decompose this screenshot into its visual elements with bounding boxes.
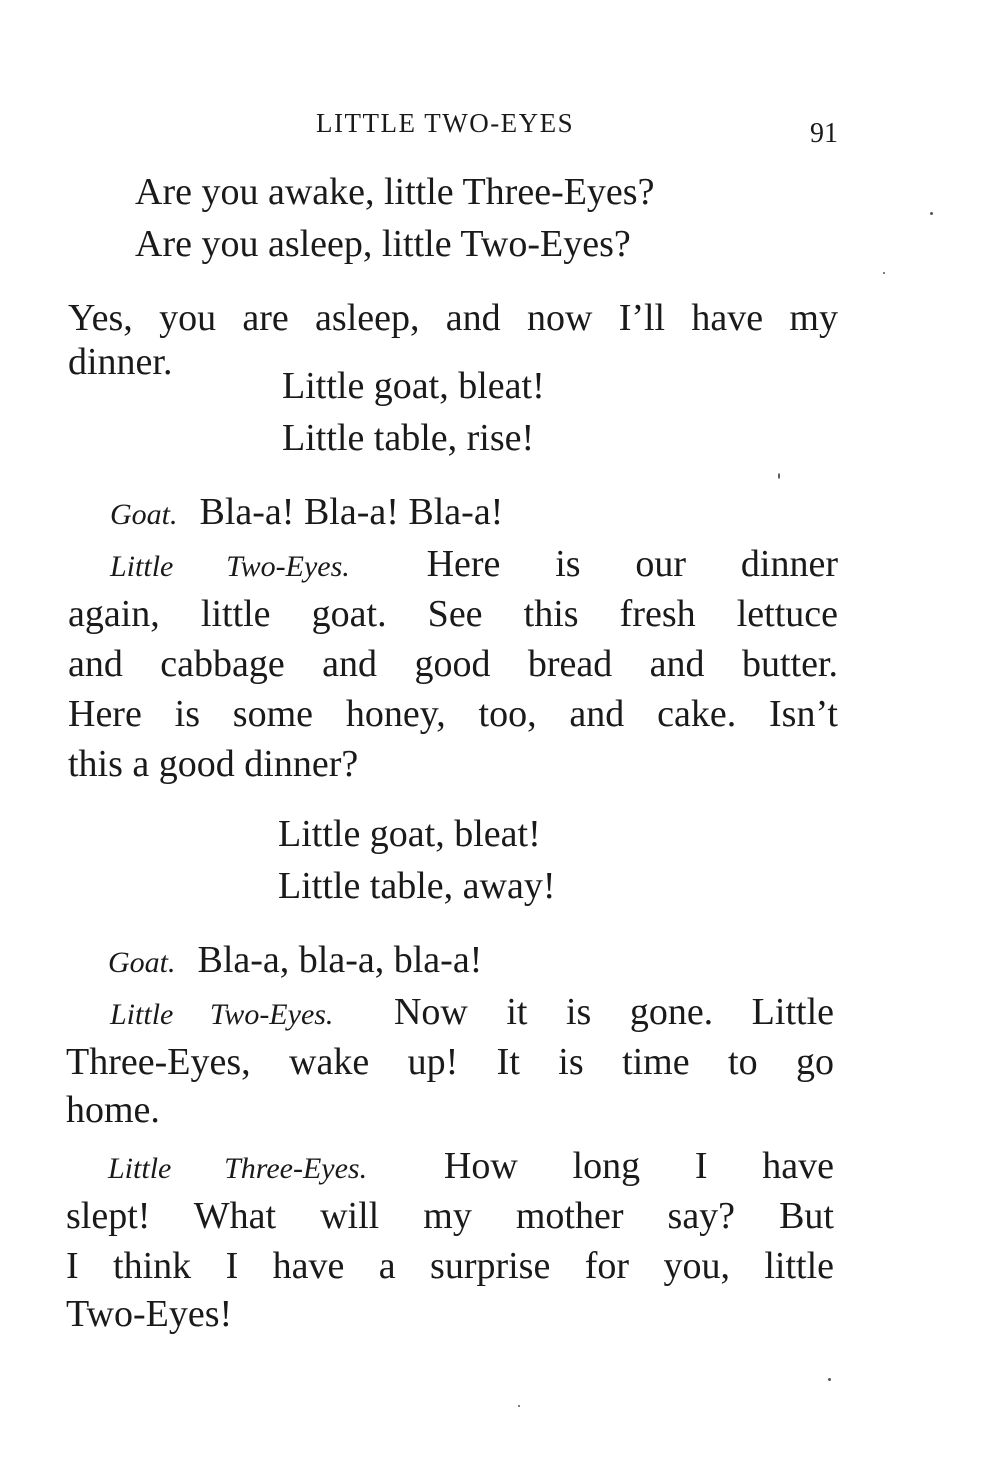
paragraph-line: this a good dinner? [68,743,359,785]
paragraph-line: home. [66,1089,160,1131]
scan-speck [518,1405,520,1407]
paragraph-line: Three-Eyes, wake up! It is time to go [66,1041,834,1083]
paragraph-line: dinner. [68,341,173,383]
dialogue-line [110,542,838,589]
scan-speck [778,473,780,479]
dialogue-line [110,490,503,537]
verse-line: Little goat, bleat! [278,813,541,855]
speaker-name: Goat. [108,946,176,979]
dialogue-line [108,938,482,985]
dialogue-text: Now it is gone. Little [393,991,834,1033]
dialogue-line [110,990,834,1037]
paragraph-line: Two-Eyes! [66,1293,233,1335]
verse-line: Are you awake, little Three-Eyes? [135,171,655,213]
dialogue-line [108,1144,834,1191]
scan-speck [930,212,933,215]
paragraph-line: and cabbage and good bread and butter. [68,643,838,685]
verse-line: Little table, rise! [282,417,535,459]
paragraph-line: slept! What will my mother say? But [66,1195,834,1237]
dialogue-text: Bla-a! Bla-a! Bla-a! [199,491,504,533]
paragraph-line: Yes, you are asleep, and now I’ll have my [68,297,838,339]
dialogue-text: Here is our dinner [426,543,838,585]
verse-line: Are you asleep, little Two-Eyes? [135,223,631,265]
paragraph-line: Here is some honey, too, and cake. Isn’t [68,693,838,735]
verse-line: Little goat, bleat! [282,365,545,407]
scan-speck [828,1378,831,1381]
scan-speck [883,272,885,274]
verse-line: Little table, away! [278,865,556,907]
dialogue-text: Bla-a, bla-a, bla-a! [197,939,483,981]
speaker-name: Little Two-Eyes. [110,550,350,583]
paragraph-line: again, little goat. See this fresh lettuce [68,593,838,635]
running-title: LITTLE TWO-EYES [316,108,575,138]
page-number: 91 [810,118,838,149]
paragraph-line: I think I have a surprise for you, little [66,1245,834,1287]
dialogue-text: How long I have [443,1145,834,1187]
speaker-name: Little Two-Eyes. [110,998,334,1031]
speaker-name: Little Three-Eyes. [108,1152,368,1185]
speaker-name: Goat. [110,498,178,531]
